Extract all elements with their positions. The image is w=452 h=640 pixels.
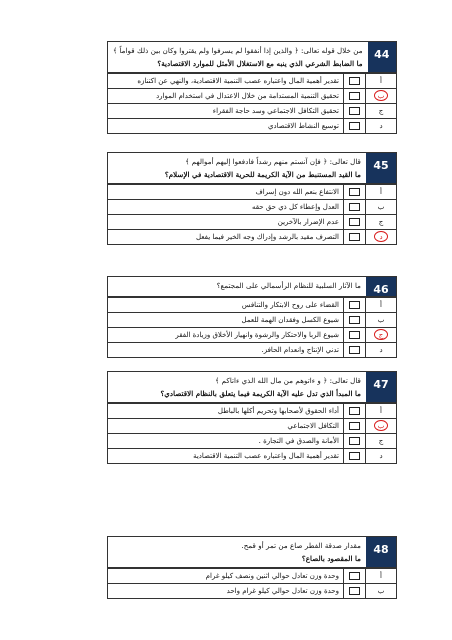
question-stem: من خلال قوله تعالى: ﴿ والذين إذا أنفقوا لم يسرفوا ولم يقتروا وكان بين ذلك قواماً ﴾ — [113, 46, 363, 55]
question-block — [107, 371, 397, 464]
answer-circle-mark — [374, 420, 388, 431]
option-text: تدني الإنتاج وانعدام الحافز. — [261, 346, 339, 354]
option-checkbox[interactable] — [343, 89, 365, 103]
option-checkbox[interactable] — [343, 200, 365, 214]
question-header — [108, 537, 396, 568]
option-row[interactable] — [108, 327, 396, 342]
option-letter: ج — [365, 104, 396, 118]
option-letter: د — [365, 230, 396, 244]
option-text: القضاء على روح الابتكار والتنافس — [241, 301, 339, 309]
option-row[interactable] — [108, 448, 396, 463]
question-number: 47 — [366, 372, 396, 402]
option-letter: ب — [365, 313, 396, 327]
option-letter: ب — [365, 200, 396, 214]
question-number: 46 — [366, 277, 396, 296]
option-text: وحدة وزن تعادل حوالي كيلو غرام واحد — [226, 587, 339, 595]
option-text: الانتفاع بنعم الله دون إسراف — [255, 188, 339, 196]
option-checkbox[interactable] — [343, 584, 365, 598]
option-text: العدل وإعطاء كل ذي حق حقه — [251, 203, 339, 211]
answer-circle-mark — [374, 329, 388, 340]
option-checkbox[interactable] — [343, 74, 365, 88]
option-row[interactable] — [108, 88, 396, 103]
question-subtext: ما القيد المستنبط من الآية الكريمة للحرية الاقتصادية في الإسلام؟ — [164, 170, 361, 179]
question-text — [108, 537, 366, 567]
option-letter: ج — [365, 434, 396, 448]
option-checkbox[interactable] — [343, 119, 365, 133]
option-row[interactable] — [108, 433, 396, 448]
option-text: أداء الحقوق لأصحابها وتحريم أكلها بالباطل — [217, 407, 339, 415]
option-row[interactable] — [108, 199, 396, 214]
option-checkbox[interactable] — [343, 298, 365, 312]
option-letter: ب — [365, 419, 396, 433]
option-letter: أ — [365, 569, 396, 583]
option-text: تحقيق التكافل الاجتماعي وسد حاجة الفقراء — [212, 107, 339, 115]
question-text — [108, 277, 366, 296]
option-letter: د — [365, 449, 396, 463]
option-letter: ج — [365, 328, 396, 342]
question-stem: قال تعالى: ﴿ و ءاتوهم من مال الله الذي ءاتاكم ﴾ — [215, 376, 361, 385]
option-checkbox[interactable] — [343, 215, 365, 229]
option-row[interactable] — [108, 229, 396, 244]
question-subtext: ما المقصود بالصاع؟ — [301, 554, 361, 563]
option-checkbox[interactable] — [343, 419, 365, 433]
question-block — [107, 536, 397, 599]
answer-circle-mark — [374, 231, 388, 242]
question-header — [108, 372, 396, 403]
option-letter: ج — [365, 215, 396, 229]
option-checkbox[interactable] — [343, 328, 365, 342]
option-text: التصرف مقيد بالرشد وإدراك وجه الخير فيما يفعل — [195, 233, 339, 241]
question-header — [108, 42, 396, 73]
question-text — [108, 372, 366, 402]
question-block — [107, 152, 397, 245]
option-checkbox[interactable] — [343, 185, 365, 199]
option-row[interactable] — [108, 583, 396, 598]
question-number: 48 — [366, 537, 396, 567]
option-row[interactable] — [108, 418, 396, 433]
option-text: تحقيق التنمية المستدامة من خلال الاعتدال في استخدام الموارد — [156, 92, 339, 100]
option-row[interactable] — [108, 342, 396, 357]
question-text — [108, 42, 368, 72]
question-stem: قال تعالى: ﴿ فإن آنستم منهم رشداً فادفعوا إليهم أموالهم ﴾ — [185, 157, 361, 166]
question-subtext: ما الضابط الشرعي الذي ينبه مع الاستغلال الأمثل للموارد الاقتصادية؟ — [157, 59, 363, 68]
option-letter: أ — [365, 298, 396, 312]
option-checkbox[interactable] — [343, 343, 365, 357]
question-subtext: ما المبدأ الذي تدل عليه الآية الكريمة فيما يتعلق بالنظام الاقتصادي؟ — [160, 389, 361, 398]
question-number: 45 — [366, 153, 396, 183]
question-stem: ما الآثار السلبية للنظام الرأسمالي على المجتمع؟ — [216, 281, 361, 290]
option-row[interactable] — [108, 568, 396, 583]
option-row[interactable] — [108, 403, 396, 418]
option-checkbox[interactable] — [343, 313, 365, 327]
option-checkbox[interactable] — [343, 104, 365, 118]
option-text: شيوع الربا والاحتكار والرشوة وانهيار الأخلاق وزيادة الفقر — [175, 331, 339, 339]
question-stem: مقدار صدقة الفطر صاع من تمر أو قمح. — [241, 541, 361, 550]
option-text: الأمانة والصدق في التجارة . — [258, 437, 339, 445]
option-row[interactable] — [108, 214, 396, 229]
option-row[interactable] — [108, 312, 396, 327]
option-text: تقدير أهمية المال واعتباره عصب التنمية الاقتصادية — [193, 452, 339, 460]
question-block — [107, 41, 397, 134]
option-letter: ب — [365, 89, 396, 103]
option-checkbox[interactable] — [343, 449, 365, 463]
answer-circle-mark — [374, 90, 388, 101]
question-text — [108, 153, 366, 183]
option-text: وحدة وزن تعادل حوالي اثنين ونصف كيلو غرام — [205, 572, 339, 580]
option-letter: د — [365, 343, 396, 357]
option-text: تقدير أهمية المال واعتباره عصب التنمية الاقتصادية، والنهي عن اكتنازه — [137, 77, 339, 85]
question-header — [108, 277, 396, 297]
question-header — [108, 153, 396, 184]
option-letter: أ — [365, 185, 396, 199]
option-letter: د — [365, 119, 396, 133]
option-letter: أ — [365, 74, 396, 88]
option-checkbox[interactable] — [343, 434, 365, 448]
option-letter: ب — [365, 584, 396, 598]
option-checkbox[interactable] — [343, 569, 365, 583]
option-text: توسيع النشاط الاقتصادي — [268, 122, 339, 130]
option-text: عدم الإضرار بالآخرين — [277, 218, 339, 226]
question-block — [107, 276, 397, 358]
option-row[interactable] — [108, 184, 396, 199]
option-row[interactable] — [108, 118, 396, 133]
option-row[interactable] — [108, 297, 396, 312]
option-row[interactable] — [108, 103, 396, 118]
option-checkbox[interactable] — [343, 230, 365, 244]
option-row[interactable] — [108, 73, 396, 88]
option-checkbox[interactable] — [343, 404, 365, 418]
option-letter: أ — [365, 404, 396, 418]
option-text: التكافل الاجتماعي — [287, 422, 339, 430]
option-text: شيوع الكسل وفقدان الهمة للعمل — [241, 316, 339, 324]
question-number: 44 — [368, 42, 396, 72]
